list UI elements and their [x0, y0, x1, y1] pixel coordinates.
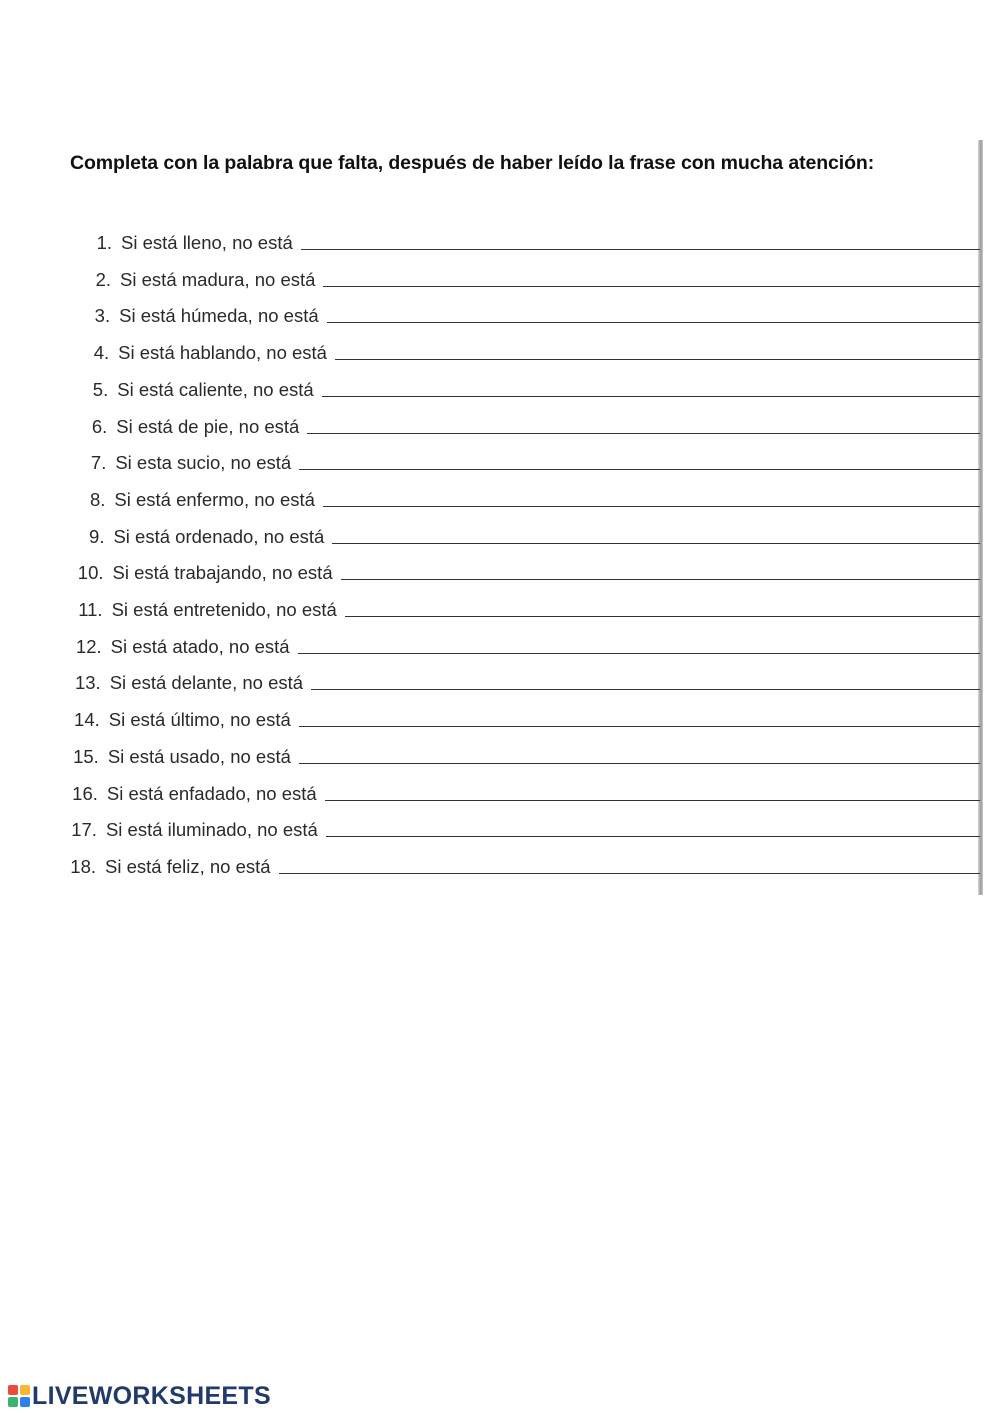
worksheet-instructions: Completa con la palabra que falta, después de haber leído la frase con mucha atención: [70, 152, 875, 174]
answer-blank[interactable] [335, 359, 980, 360]
exercise-prompt: Si está madura, no está [120, 268, 316, 290]
exercise-item [69, 593, 980, 621]
exercise-prompt: Si está húmeda, no está [119, 305, 319, 327]
liveworksheets-logo-icon [8, 1385, 30, 1407]
exercise-item [70, 556, 980, 584]
answer-blank[interactable] [299, 469, 980, 470]
exercise-number: 2. [95, 268, 112, 290]
exercise-number: 3. [94, 305, 111, 327]
exercise-item [64, 777, 980, 805]
exercise-prompt: Si está de pie, no está [116, 415, 300, 437]
answer-blank[interactable] [323, 286, 980, 287]
exercise-item [66, 703, 980, 731]
exercise-number: 11. [78, 599, 103, 620]
exercise-number: 7. [90, 452, 107, 474]
exercise-prompt: Si está atado, no está [110, 635, 290, 657]
exercise-item [63, 813, 980, 841]
answer-blank[interactable] [311, 689, 980, 690]
exercise-item [62, 850, 980, 878]
exercise-prompt: Si está caliente, no está [117, 378, 314, 400]
exercise-item [71, 483, 980, 511]
answer-blank[interactable] [298, 653, 980, 654]
logo-square-green [8, 1397, 18, 1407]
answer-blank[interactable] [301, 249, 980, 250]
answer-blank[interactable] [299, 763, 980, 764]
exercise-prompt: Si está iluminado, no está [105, 819, 318, 841]
exercise-item [73, 410, 980, 438]
exercise-number: 15. [73, 745, 99, 767]
exercise-item [72, 446, 980, 474]
exercise-item [67, 666, 980, 694]
exercise-prompt: Si está hablando, no está [118, 342, 327, 364]
exercise-prompt: Si está entretenido, no está [111, 599, 337, 620]
answer-blank[interactable] [279, 873, 980, 874]
answer-blank[interactable] [341, 579, 980, 580]
exercise-prompt: Si está trabajando, no está [112, 562, 333, 584]
exercise-prompt: Si está enfermo, no está [114, 488, 315, 510]
answer-blank[interactable] [307, 433, 980, 434]
exercise-item [78, 226, 980, 254]
exercise-number: 4. [93, 342, 110, 364]
exercise-item [75, 336, 980, 364]
exercise-number: 9. [89, 525, 105, 547]
exercise-item [70, 520, 980, 548]
answer-blank[interactable] [332, 543, 980, 544]
answer-blank[interactable] [299, 726, 980, 727]
answer-blank[interactable] [345, 616, 980, 617]
answer-blank[interactable] [322, 396, 980, 397]
exercise-item [77, 263, 980, 291]
exercise-prompt: Si está último, no está [108, 709, 291, 731]
logo-square-yellow [20, 1385, 30, 1395]
exercise-prompt: Si esta sucio, no está [115, 452, 292, 474]
answer-blank[interactable] [326, 836, 980, 837]
exercise-item [65, 740, 980, 768]
exercise-number: 6. [91, 415, 108, 437]
exercise-number: 1. [96, 232, 112, 253]
exercise-number: 13. [74, 672, 101, 694]
exercise-number: 14. [74, 709, 100, 731]
answer-blank[interactable] [325, 800, 980, 801]
answer-blank[interactable] [323, 506, 980, 507]
answer-blank[interactable] [327, 322, 980, 323]
exercise-prompt: Si está delante, no está [109, 672, 304, 694]
exercise-prompt: Si está enfadado, no está [106, 782, 317, 804]
exercise-number: 10. [77, 562, 104, 584]
footer-logo [8, 1381, 271, 1411]
exercise-number: 12. [75, 635, 102, 657]
exercise-prompt: Si está ordenado, no está [113, 525, 325, 547]
liveworksheets-brand: LIVEWORKSHEETS [32, 1381, 271, 1410]
exercise-prompt: Si está lleno, no está [121, 232, 293, 253]
exercise-prompt: Si está usado, no está [107, 745, 291, 767]
exercise-item [68, 630, 980, 658]
logo-square-red [8, 1385, 18, 1395]
exercise-number: 18. [70, 855, 96, 877]
exercise-item [74, 373, 980, 401]
exercise-number: 16. [72, 782, 98, 804]
exercise-item [76, 299, 980, 327]
exercise-number: 17. [71, 819, 97, 841]
logo-square-blue [20, 1397, 30, 1407]
exercise-number: 5. [92, 378, 109, 400]
exercise-prompt: Si está feliz, no está [105, 855, 271, 877]
exercise-number: 8. [89, 488, 106, 510]
